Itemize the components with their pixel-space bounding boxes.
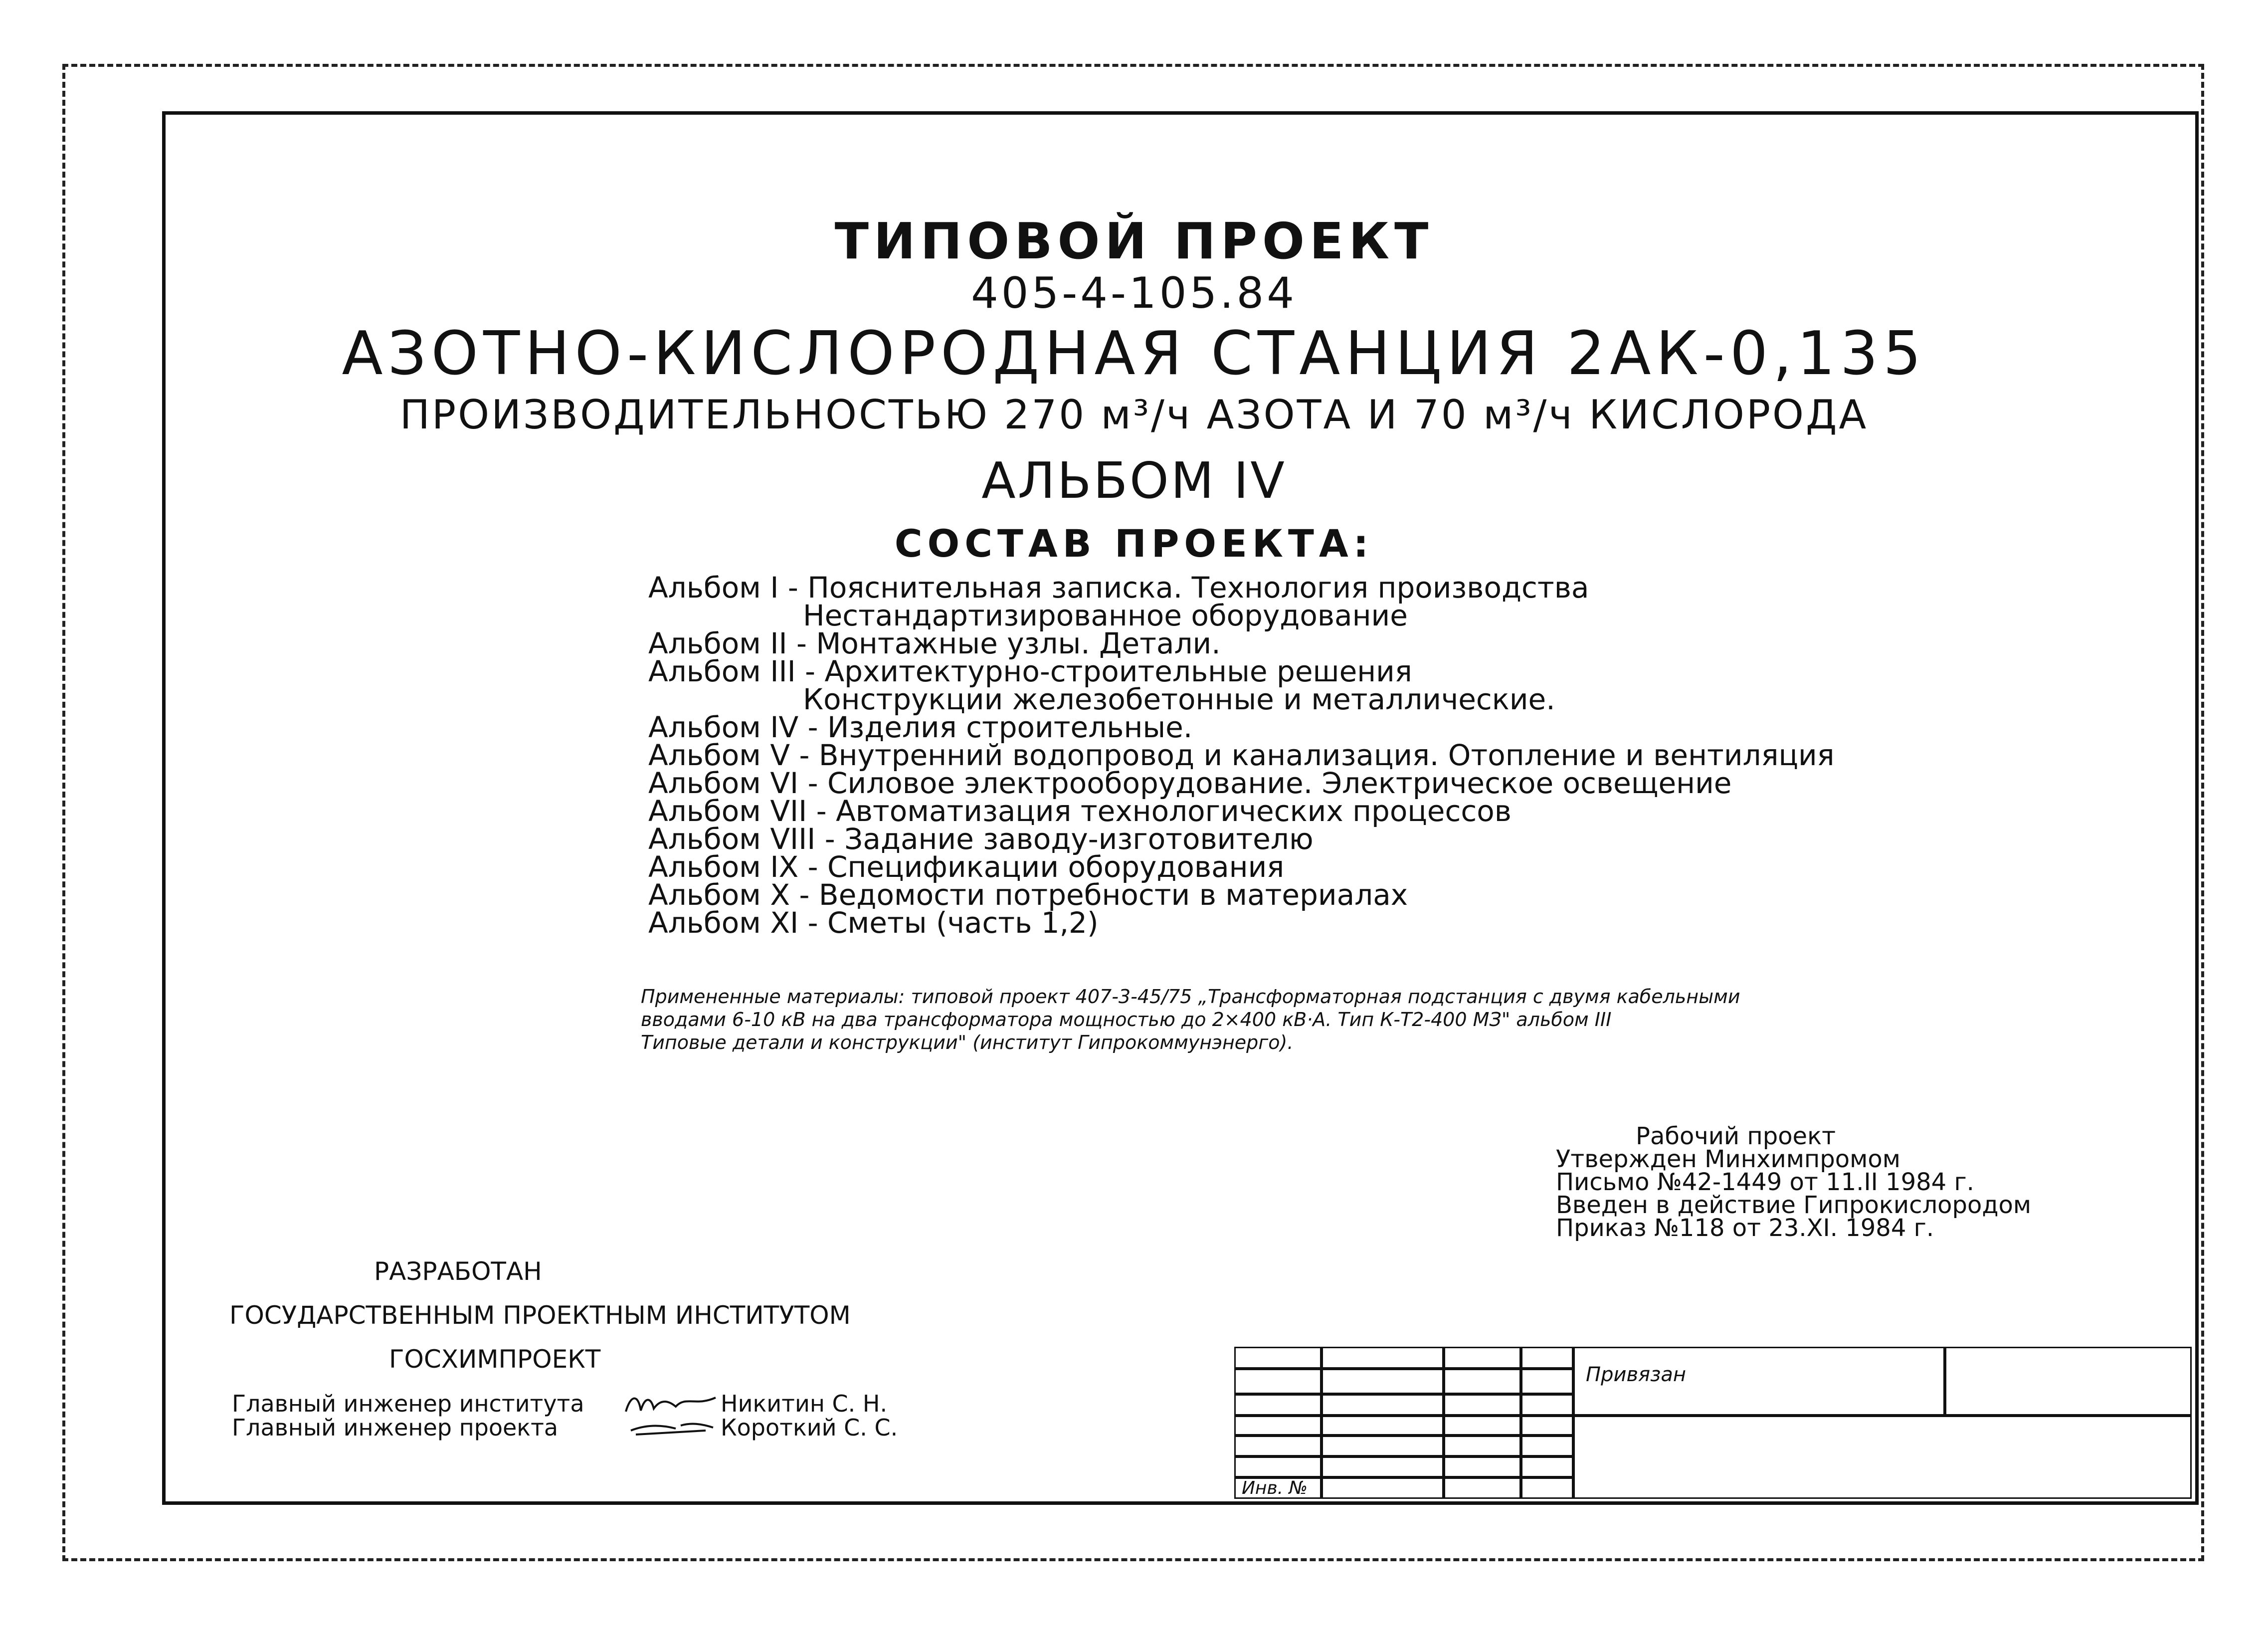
approval-line: Письмо №42-1449 от 11.II 1984 г. xyxy=(1556,1168,1974,1196)
developer-institute-type: ГОСУДАРСТВЕННЫМ ПРОЕКТНЫМ ИНСТИТУТОМ xyxy=(229,1301,851,1330)
contents-item: Альбом X - Ведомости потребности в материалах xyxy=(648,878,1408,912)
contents-item: Конструкции железобетонные и металлические. xyxy=(803,682,1555,716)
approval-block xyxy=(1556,1122,2032,1242)
contents-item: Альбом I - Пояснительная записка. Технология производства xyxy=(648,571,1589,605)
approval-line: Введен в действие Гипрокислородом xyxy=(1556,1191,2032,1219)
contents-item: Альбом VI - Силовое электрооборудование. Электрическое освещение xyxy=(648,766,1732,800)
capacity-subtitle: ПРОИЗВОДИТЕЛЬНОСТЬЮ 270 м³/ч АЗОТА И 70 м³/ч КИСЛОРОДА xyxy=(399,392,1869,438)
approval-line: Утвержден Минхимпромом xyxy=(1556,1145,1900,1173)
note-line: Примененные материалы: типовой проект 407-3-45/75 „Трансформаторная подстанция с двумя кабельными xyxy=(641,986,1740,1008)
station-title: АЗОТНО-КИСЛОРОДНАЯ СТАНЦИЯ 2АК-0,135 xyxy=(342,319,1926,389)
title-block-stamp xyxy=(1234,1347,2192,1499)
note-line: вводами 6-10 кВ на два трансформатора мощностью до 2×400 кВ·А. Тип К-Т2-400 МЗ" альбом III xyxy=(641,1009,1612,1031)
contents-item: Альбом VIII - Задание заводу-изготовителю xyxy=(648,822,1314,856)
contents-item: Альбом IX - Спецификации оборудования xyxy=(648,850,1285,884)
signature-name: Короткий С. С. xyxy=(721,1414,898,1441)
contents-item: Альбом III - Архитектурно-строительные решения xyxy=(648,654,1412,688)
contents-item: Альбом XI - Сметы (часть 1,2) xyxy=(648,906,1099,940)
inventory-number-label: Инв. № xyxy=(1242,1478,1308,1498)
developer-institute-name: ГОСХИМПРОЕКТ xyxy=(389,1345,601,1374)
note-line: Типовые детали и конструкции" (институт Гипрокоммунэнерго). xyxy=(641,1031,1294,1053)
approval-title: Рабочий проект xyxy=(1636,1122,1836,1150)
attached-label: Привязан xyxy=(1586,1363,1687,1386)
signature-row xyxy=(232,1392,898,1416)
developer-block xyxy=(229,1249,851,1381)
doc-type-title: ТИПОВОЙ ПРОЕКТ xyxy=(834,212,1434,270)
contents-heading: СОСТАВ ПРОЕКТА: xyxy=(894,521,1374,566)
developer-heading: РАЗРАБОТАН xyxy=(374,1257,542,1286)
applied-materials-note xyxy=(641,985,1740,1054)
approval-line: Приказ №118 от 23.XI. 1984 г. xyxy=(1556,1214,1934,1242)
album-number: АЛЬБОМ IV xyxy=(981,451,1287,510)
signature-name: Никитин С. Н. xyxy=(721,1390,888,1417)
signature-role: Главный инженер института xyxy=(232,1390,584,1417)
signature-scribble-icon xyxy=(621,1416,721,1440)
signature-row xyxy=(232,1416,898,1440)
contents-item: Нестандартизированное оборудование xyxy=(803,599,1408,632)
project-code: 405-4-105.84 xyxy=(971,268,1297,318)
contents-list xyxy=(648,571,1835,940)
contents-item: Альбом V - Внутренний водопровод и канализация. Отопление и вентиляция xyxy=(648,738,1835,772)
contents-item: Альбом II - Монтажные узлы. Детали. xyxy=(648,626,1221,660)
signature-scribble-icon xyxy=(621,1392,721,1416)
contents-item: Альбом IV - Изделия строительные. xyxy=(648,710,1193,744)
signatures-block xyxy=(232,1392,898,1440)
signature-role: Главный инженер проекта xyxy=(232,1414,559,1441)
contents-item: Альбом VII - Автоматизация технологических процессов xyxy=(648,794,1512,828)
